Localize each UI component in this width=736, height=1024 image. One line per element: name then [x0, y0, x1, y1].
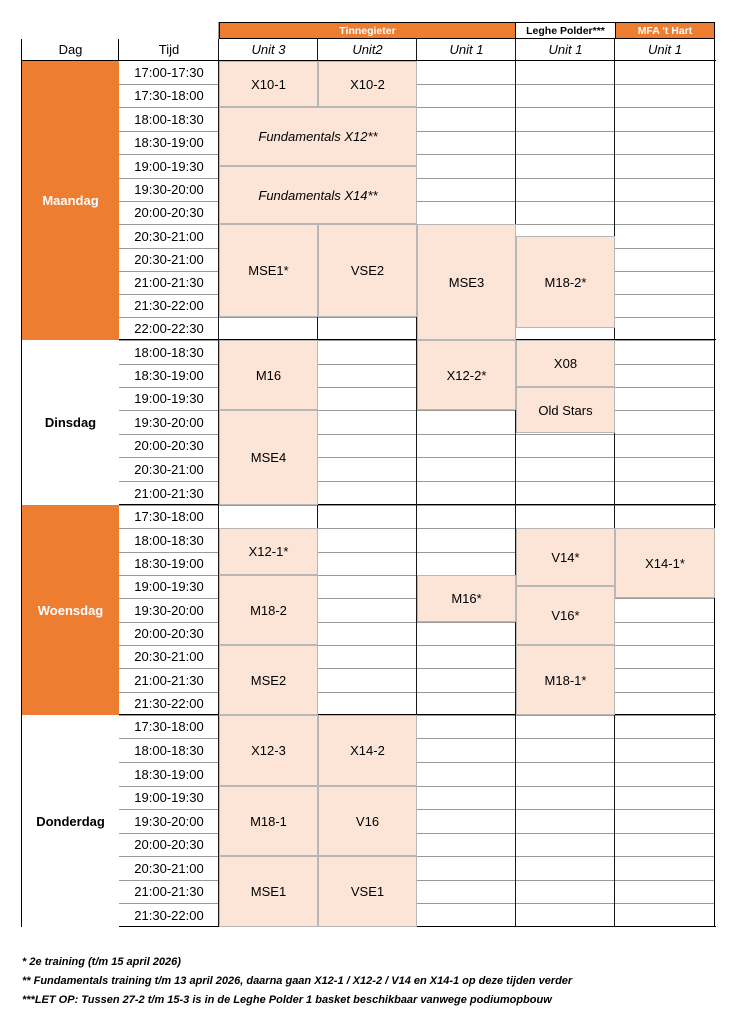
- time-cell: 18:30-19:00: [134, 368, 204, 383]
- time-cell: 21:00-21:30: [134, 485, 204, 501]
- training-block: MSE3: [417, 224, 516, 340]
- row-gridline: [119, 692, 715, 693]
- day-donderdag: Donderdag: [22, 715, 119, 927]
- training-block: M16*: [417, 575, 516, 622]
- time-cell: 20:30-21:00: [134, 860, 204, 876]
- row-gridline: [119, 645, 715, 646]
- row-gridline: [119, 715, 715, 716]
- time-cell: 18:30-19:00: [134, 556, 204, 571]
- training-block: Fundamentals X14**: [219, 166, 417, 224]
- time-cell: 21:30-22:00: [134, 696, 204, 711]
- venue-header-tinnegieter: Tinnegieter: [219, 22, 516, 39]
- training-block: M18-2*: [516, 236, 615, 328]
- training-block: Fundamentals X12**: [219, 107, 417, 166]
- time-cell: 18:00-18:30: [134, 111, 204, 127]
- time-cell: 20:00-20:30: [134, 438, 204, 453]
- venue-header-leghe-polder: Leghe Polder***: [515, 22, 616, 39]
- row-gridline: [119, 833, 715, 834]
- section-divider: [22, 504, 716, 505]
- row-gridline: [119, 410, 715, 411]
- column-header-unit3: Unit 3: [219, 39, 318, 61]
- row-gridline: [119, 178, 715, 179]
- day-dinsdag: Dinsdag: [22, 340, 119, 505]
- time-cell: 18:30-19:00: [134, 766, 204, 782]
- column-header-unit2: Unit2: [318, 39, 417, 61]
- time-cell: 19:00-19:30: [134, 579, 204, 594]
- column-gridline: [515, 39, 516, 927]
- training-block: VSE2: [318, 224, 417, 317]
- training-block: V14*: [516, 528, 615, 586]
- time-cell: 21:30-22:00: [134, 298, 204, 313]
- time-cell: 17:30-18:00: [134, 509, 204, 524]
- training-block: X12-3: [219, 715, 318, 786]
- row-gridline: [119, 457, 715, 458]
- training-block: VSE1: [318, 856, 417, 927]
- time-cell: 20:00-20:30: [134, 626, 204, 641]
- row-gridline: [119, 762, 715, 763]
- row-gridline: [119, 84, 715, 85]
- training-block: X12-2*: [417, 340, 516, 410]
- column-header-unit1-leghe: Unit 1: [516, 39, 615, 61]
- time-cell: 21:00-21:30: [134, 275, 204, 290]
- row-gridline: [119, 481, 715, 482]
- row-gridline: [119, 622, 715, 623]
- time-cell: 19:00-19:30: [134, 158, 204, 174]
- training-block: V16: [318, 786, 417, 856]
- time-cell: 18:00-18:30: [134, 532, 204, 548]
- row-gridline: [119, 809, 715, 810]
- day-maandag: Maandag: [22, 61, 119, 340]
- time-cell: 20:00-20:30: [134, 837, 204, 852]
- day-woensdag: Woensdag: [22, 505, 119, 715]
- training-block: MSE1: [219, 856, 318, 927]
- time-cell: 19:00-19:30: [134, 790, 204, 805]
- training-block: M18-1*: [516, 645, 615, 715]
- training-block: X14-1*: [615, 528, 715, 598]
- time-cell: 20:30-21:00: [134, 649, 204, 664]
- training-block: MSE4: [219, 410, 318, 505]
- time-cell: 19:30-20:00: [134, 602, 204, 618]
- training-block: M18-2: [219, 575, 318, 645]
- training-block: M16: [219, 340, 318, 410]
- row-gridline: [119, 668, 715, 669]
- training-block: MSE2: [219, 645, 318, 715]
- time-cell: 20:30-21:00: [134, 461, 204, 477]
- time-cell: 19:30-20:00: [134, 182, 204, 197]
- footnote-2e-training: * 2e training (t/m 15 april 2026): [22, 956, 181, 968]
- row-gridline: [119, 201, 715, 202]
- training-block: X12-1*: [219, 528, 318, 575]
- time-cell: 17:30-18:00: [134, 88, 204, 103]
- time-cell: 18:00-18:30: [134, 344, 204, 360]
- training-block: Old Stars: [516, 387, 615, 433]
- time-cell: 18:00-18:30: [134, 742, 204, 758]
- row-gridline: [119, 505, 715, 506]
- time-cell: 19:30-20:00: [134, 813, 204, 829]
- column-header-dag: Dag: [22, 39, 119, 61]
- column-header-unit1-mfa: Unit 1: [615, 39, 715, 61]
- training-block: V16*: [516, 586, 615, 645]
- row-gridline: [119, 903, 715, 904]
- row-gridline: [119, 880, 715, 881]
- column-gridline: [614, 39, 615, 927]
- time-cell: 22:00-22:30: [134, 321, 204, 336]
- footnote-fundamentals: ** Fundamentals training t/m 13 april 2026, daarna gaan X12-1 / X12-2 / V14 en X14-1 op deze tijden verder: [22, 975, 573, 987]
- time-cell: 20:30-21:00: [134, 252, 204, 267]
- training-block: MSE1*: [219, 224, 318, 317]
- column-header-unit1-tinnegieter: Unit 1: [417, 39, 516, 61]
- time-cell: 19:30-20:00: [134, 414, 204, 430]
- time-cell: 20:00-20:30: [134, 205, 204, 220]
- venue-header-mfa-t-hart: MFA 't Hart: [615, 22, 715, 39]
- row-gridline: [119, 786, 715, 787]
- training-block: X10-1: [219, 61, 318, 107]
- time-cell: 18:30-19:00: [134, 135, 204, 150]
- training-block: X10-2: [318, 61, 417, 107]
- training-block: X08: [516, 340, 615, 387]
- time-cell: 21:30-22:00: [134, 907, 204, 923]
- row-gridline: [119, 154, 715, 155]
- time-cell: 21:00-21:30: [134, 884, 204, 899]
- time-cell: 17:00-17:30: [134, 65, 204, 80]
- column-header-tijd: Tijd: [119, 39, 219, 61]
- time-cell: 19:00-19:30: [134, 391, 204, 406]
- row-gridline: [119, 856, 715, 857]
- row-gridline: [119, 131, 715, 132]
- row-gridline: [119, 738, 715, 739]
- column-gridline: [714, 22, 715, 927]
- time-cell: 21:00-21:30: [134, 672, 204, 688]
- footnote-leghe-polder: ***LET OP: Tussen 27-2 t/m 15-3 is in de Leghe Polder 1 basket beschikbaar vanwege podiumopbouw: [22, 994, 552, 1006]
- row-gridline: [119, 434, 715, 435]
- training-block: X14-2: [318, 715, 417, 786]
- time-cell: 20:30-21:00: [134, 228, 204, 244]
- row-gridline: [119, 107, 715, 108]
- training-block: M18-1: [219, 786, 318, 856]
- time-cell: 17:30-18:00: [134, 719, 204, 734]
